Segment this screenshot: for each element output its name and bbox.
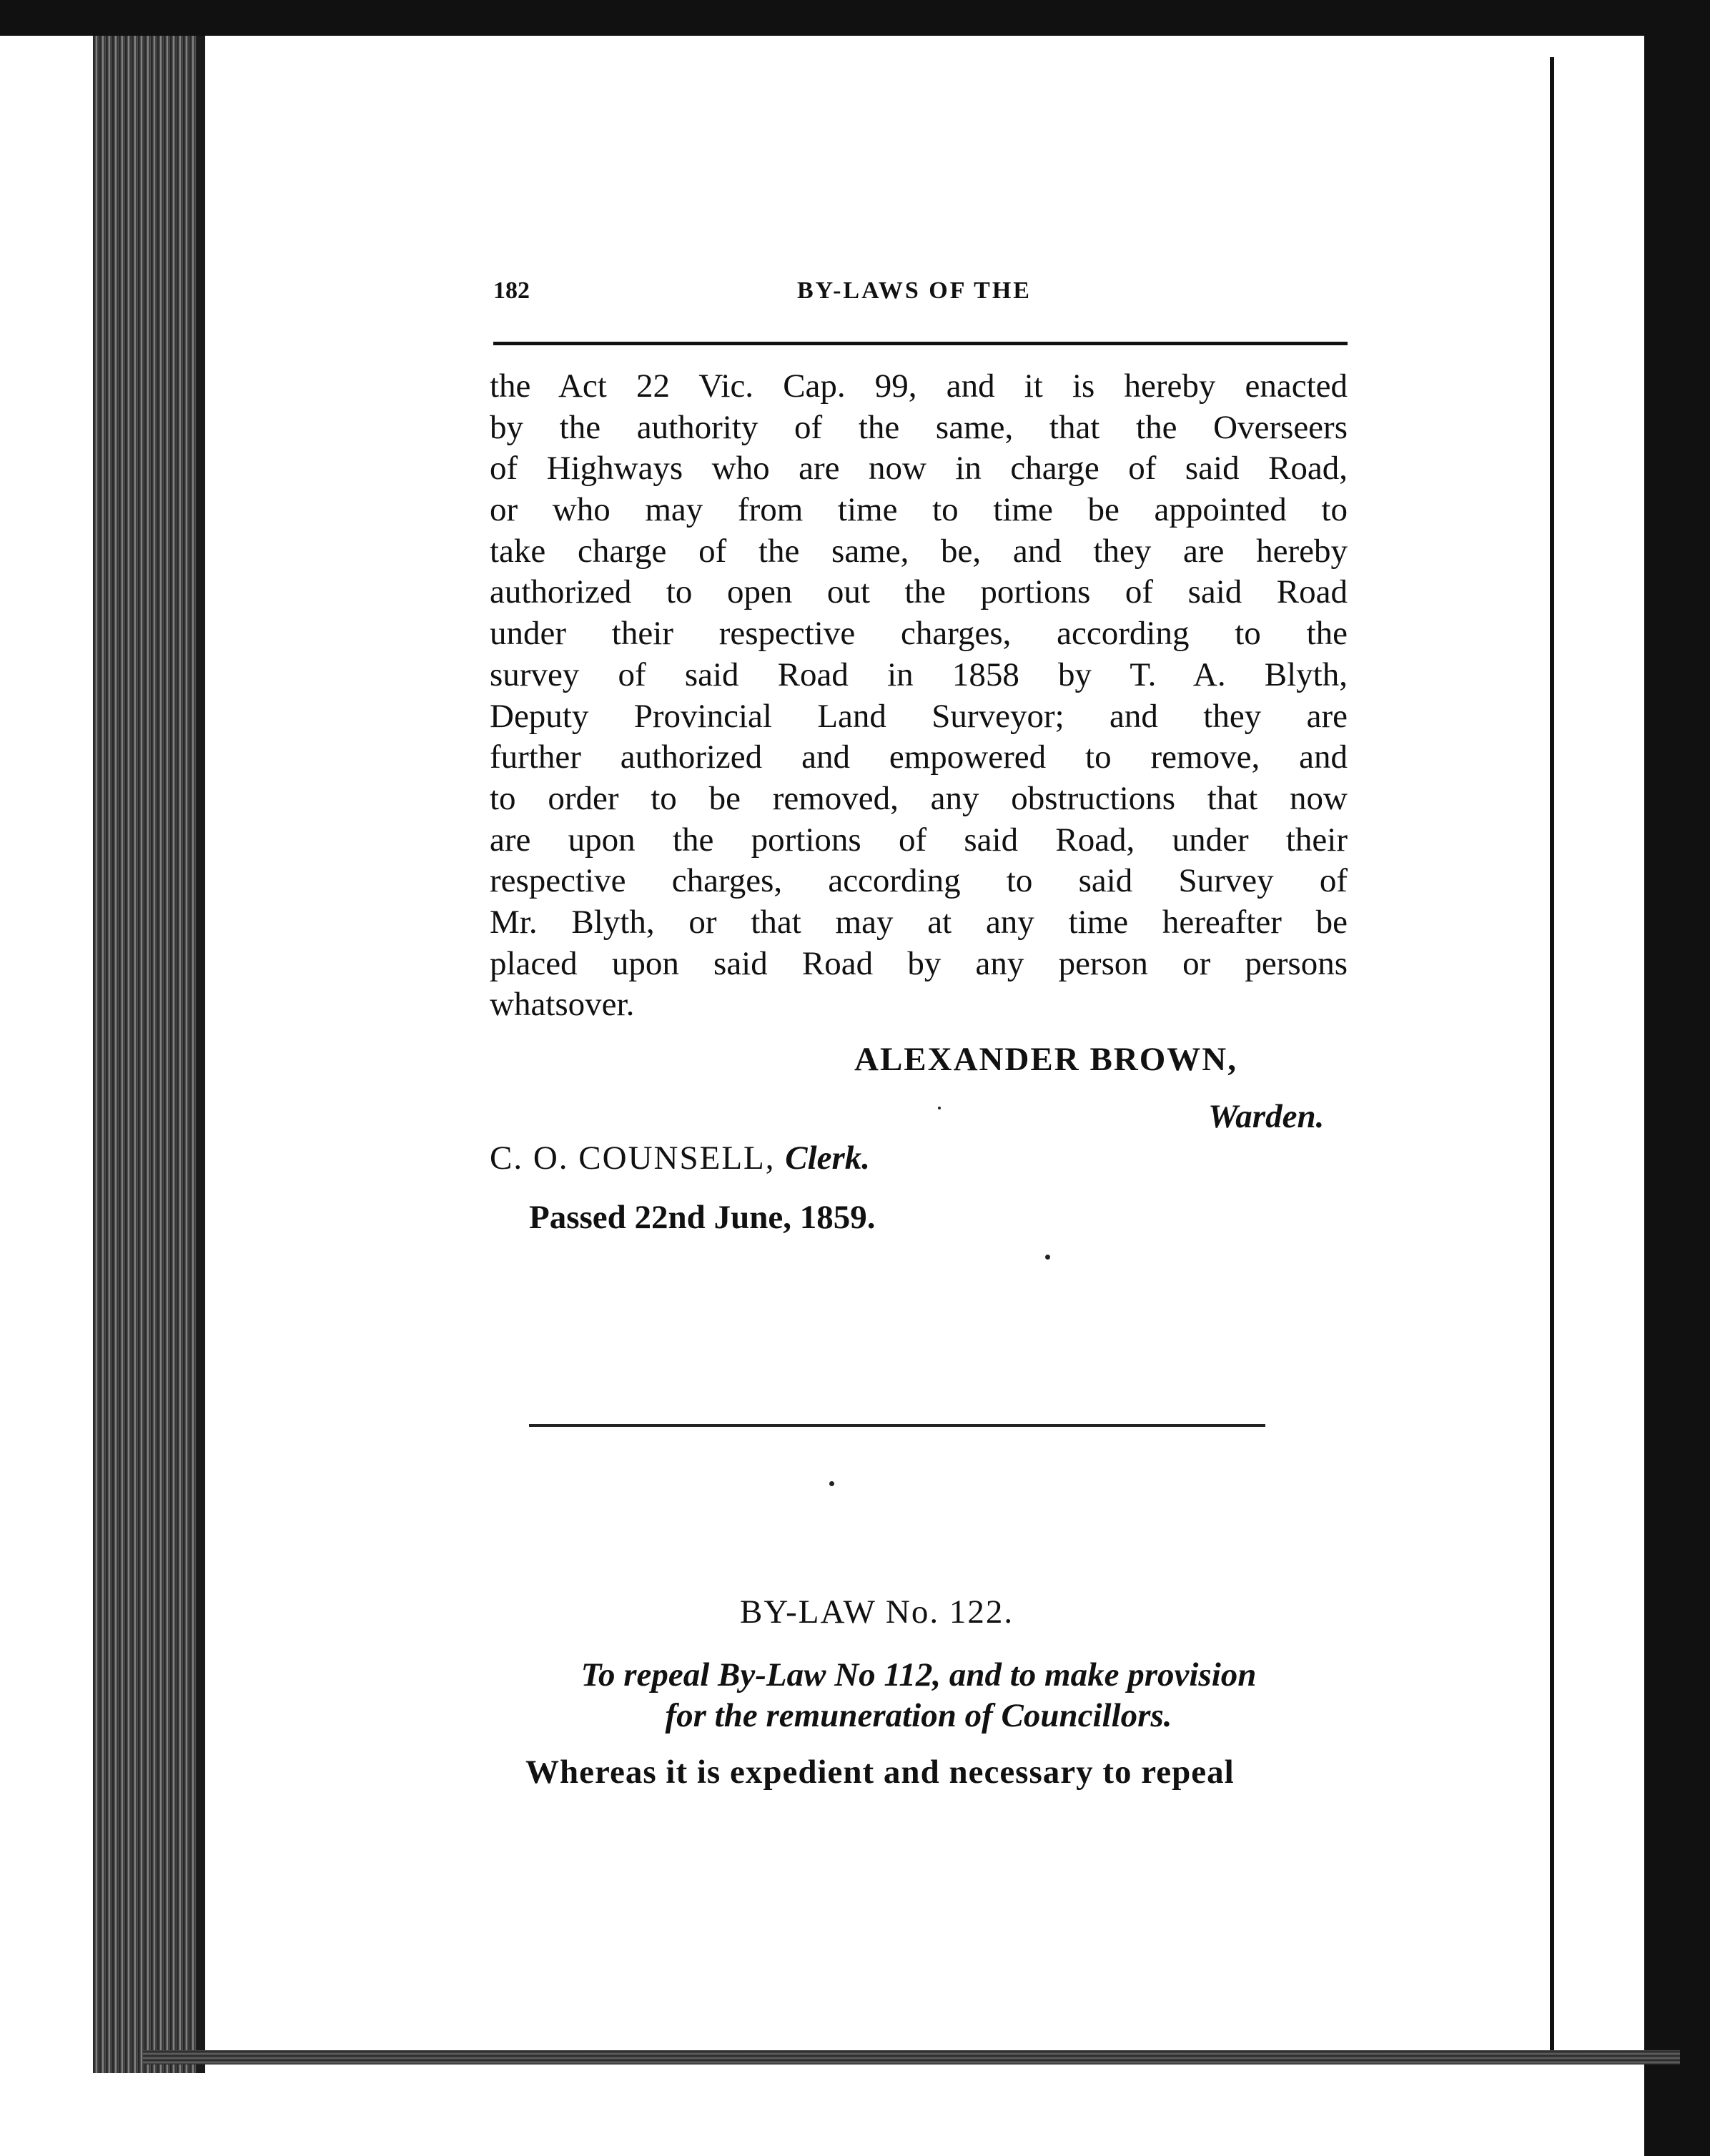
- gutter-shadow: [197, 36, 205, 2073]
- text-line: of Highways who are now in charge of said Road,: [490, 450, 1348, 488]
- text-line: by the authority of the same, that the Overseers: [490, 408, 1348, 446]
- text-line: under their respective charges, according to the: [490, 615, 1348, 653]
- text-line: take charge of the same, be, and they are hereby: [490, 532, 1348, 570]
- text-line: Mr. Blyth, or that may at any time hereafter be: [490, 903, 1348, 941]
- text-line: whatsover.: [490, 986, 635, 1024]
- page-number: 182: [493, 277, 530, 304]
- text-line: to order to be removed, any obstructions that now: [490, 779, 1348, 817]
- text-line: survey of said Road in 1858 by T. A. Blyth,: [490, 656, 1348, 693]
- passed-date: Passed 22nd June, 1859.: [529, 1199, 876, 1236]
- text-line: Deputy Provincial Land Surveyor; and they are: [490, 697, 1348, 735]
- running-header: [493, 272, 1358, 315]
- clerk-title: Clerk.: [785, 1139, 871, 1177]
- scan-top-border: [0, 0, 1710, 36]
- print-speck: [829, 1481, 834, 1486]
- bylaw-subtitle-line: for the remuneration of Councillors.: [665, 1697, 1172, 1734]
- section-divider: [529, 1424, 1265, 1427]
- text-line: or who may from time to time be appointed to: [490, 491, 1348, 529]
- book-bottom-edge: [143, 2050, 1680, 2064]
- bylaw-heading: BY-LAW No. 122.: [740, 1593, 1014, 1631]
- opposite-page-edge: [1550, 57, 1554, 2052]
- text-line: placed upon said Road by any person or persons: [490, 944, 1348, 982]
- header-rule: [493, 342, 1348, 345]
- book-page-edges: [93, 36, 200, 2073]
- text-line: respective charges, according to said Survey of: [490, 862, 1348, 900]
- running-title: BY-LAWS OF THE: [797, 277, 1032, 304]
- text-line: are upon the portions of said Road, under their: [490, 821, 1348, 859]
- signer-name: ALEXANDER BROWN,: [854, 1041, 1237, 1078]
- scan-right-border: [1644, 36, 1710, 2156]
- print-speck: [938, 1107, 941, 1109]
- clerk-name: C. O. COUNSELL,: [490, 1139, 776, 1177]
- text-line: the Act 22 Vic. Cap. 99, and it is hereby enacted: [490, 367, 1348, 405]
- bylaw-subtitle: [490, 1655, 1348, 1736]
- clerk-line: [490, 1139, 870, 1177]
- text-line: further authorized and empowered to remove, and: [490, 738, 1348, 776]
- bylaw-subtitle-line: To repeal By-Law No 112, and to make provision: [580, 1656, 1257, 1693]
- print-speck: [1045, 1255, 1050, 1260]
- text-line: authorized to open out the portions of said Road: [490, 573, 1348, 611]
- signer-title: Warden.: [1208, 1098, 1325, 1135]
- bylaw-first-line: Whereas it is expedient and necessary to repeal: [525, 1754, 1235, 1791]
- body-paragraph: [490, 366, 1348, 1026]
